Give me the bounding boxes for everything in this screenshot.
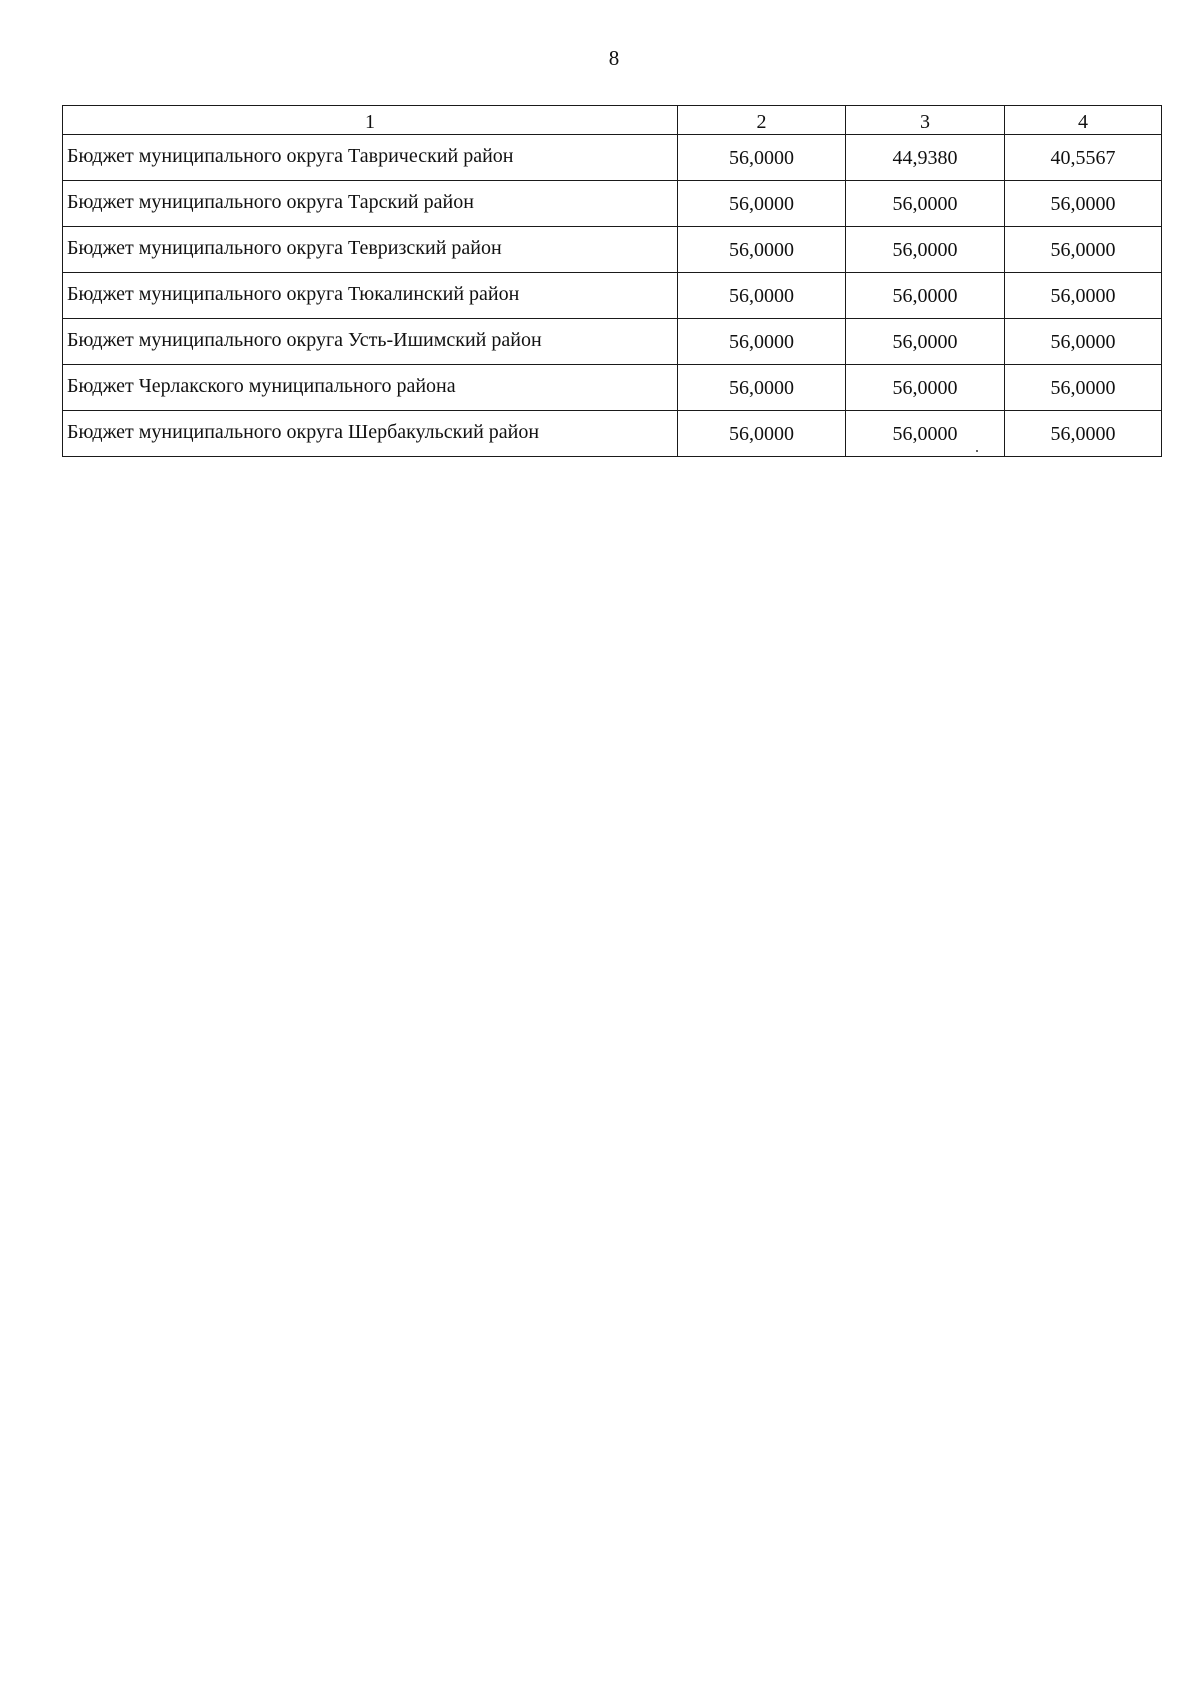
- scan-speck: [976, 450, 978, 452]
- budget-table: [62, 105, 1162, 457]
- column-header: 1: [63, 106, 678, 135]
- value-cell: 40,5567: [1005, 135, 1162, 181]
- value-cell: 56,0000: [846, 181, 1005, 227]
- value-cell: 56,0000: [678, 181, 846, 227]
- table-row: [63, 365, 1162, 411]
- value-cell: 56,0000: [1005, 227, 1162, 273]
- value-cell: 56,0000: [678, 135, 846, 181]
- table-row: [63, 319, 1162, 365]
- table-row: [63, 135, 1162, 181]
- value-cell: 56,0000: [846, 365, 1005, 411]
- value-cell: 56,0000: [678, 411, 846, 457]
- value-cell: 56,0000: [846, 411, 1005, 457]
- table-row: [63, 411, 1162, 457]
- table-row: [63, 227, 1162, 273]
- value-cell: 56,0000: [678, 273, 846, 319]
- budget-name-cell: Бюджет муниципального округа Тюкалинский район: [63, 273, 678, 319]
- table-row: [63, 273, 1162, 319]
- budget-name-cell: Бюджет муниципального округа Шербакульский район: [63, 411, 678, 457]
- page-number: 8: [608, 46, 620, 70]
- column-header: 4: [1005, 106, 1162, 135]
- budget-name-cell: Бюджет муниципального округа Таврический район: [63, 135, 678, 181]
- value-cell: 56,0000: [846, 227, 1005, 273]
- value-cell: 44,9380: [846, 135, 1005, 181]
- value-cell: 56,0000: [1005, 319, 1162, 365]
- value-cell: 56,0000: [1005, 181, 1162, 227]
- table-header-row: [63, 106, 1162, 135]
- value-cell: 56,0000: [678, 365, 846, 411]
- column-header: 3: [846, 106, 1005, 135]
- budget-name-cell: Бюджет муниципального округа Тевризский район: [63, 227, 678, 273]
- value-cell: 56,0000: [846, 319, 1005, 365]
- value-cell: 56,0000: [678, 319, 846, 365]
- budget-name-cell: Бюджет муниципального округа Тарский район: [63, 181, 678, 227]
- value-cell: 56,0000: [678, 227, 846, 273]
- budget-name-cell: Бюджет Черлакского муниципального района: [63, 365, 678, 411]
- budget-name-cell: Бюджет муниципального округа Усть-Ишимский район: [63, 319, 678, 365]
- value-cell: 56,0000: [1005, 411, 1162, 457]
- table-row: [63, 181, 1162, 227]
- value-cell: 56,0000: [1005, 273, 1162, 319]
- value-cell: 56,0000: [1005, 365, 1162, 411]
- value-cell: 56,0000: [846, 273, 1005, 319]
- column-header: 2: [678, 106, 846, 135]
